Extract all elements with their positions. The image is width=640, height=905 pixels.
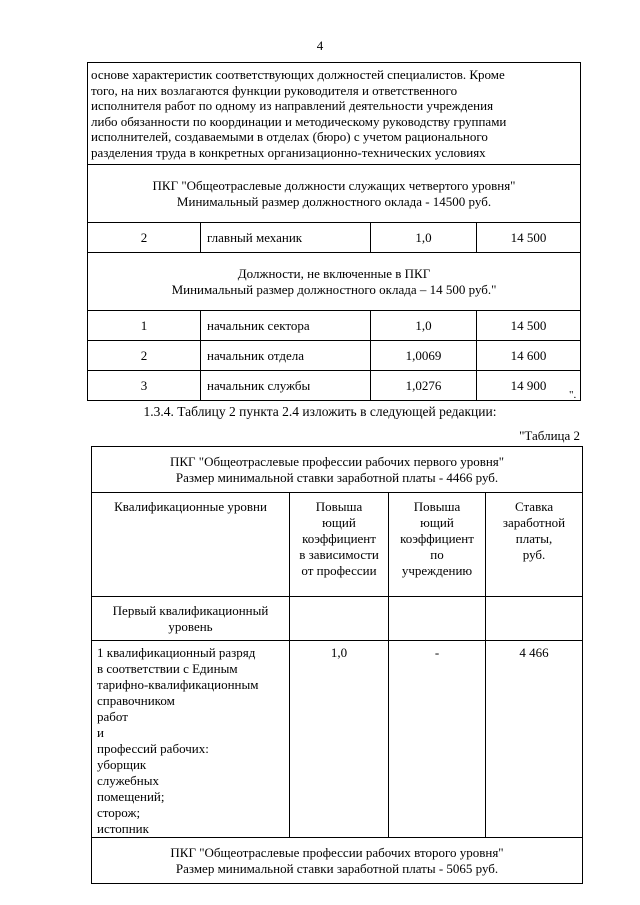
non-pkg-header: [88, 253, 581, 311]
coef-cell: 1,0: [371, 311, 477, 341]
job-line: 1 квалификационный разряд: [97, 645, 256, 660]
table-row: [92, 641, 583, 838]
header-line: Ставка: [514, 499, 554, 514]
job-word: работ: [97, 709, 128, 724]
salary-cell: 14 500: [477, 311, 581, 341]
pkg1-min-salary: Размер минимальной ставки заработной платы - 4466 руб.: [175, 469, 499, 485]
first-level-cell: [92, 597, 290, 641]
workers-table: [91, 446, 583, 884]
coef-cell: 1,0276: [371, 371, 477, 401]
coef-cell: 1,0: [371, 223, 477, 253]
header-line: по: [430, 547, 444, 562]
salary-cell: 14 500: [477, 223, 581, 253]
page-number: 4: [316, 38, 324, 53]
pkg1-title: ПКГ "Общеотраслевые профессии рабочих первого уровня": [169, 453, 505, 469]
table-row: [88, 223, 581, 253]
position-cell: начальник службы: [201, 371, 371, 401]
header-line: учреждению: [401, 563, 473, 578]
position-cell: главный механик: [201, 223, 371, 253]
header-line: от профессии: [301, 563, 377, 578]
description-line: исполнителя работ по одному из направлений деятельности учреждения: [91, 98, 494, 113]
description-line: того, на них возлагаются функции руководителя и ответственного: [91, 82, 458, 98]
job-line: [97, 757, 285, 789]
non-pkg-title: Должности, не включенные в ПКГ: [237, 265, 431, 281]
level-line: уровень: [168, 618, 213, 634]
column-headers: [92, 493, 583, 597]
level-cell: 1: [88, 311, 201, 341]
pkg2-min-salary: Размер минимальной ставки заработной платы - 5065 руб.: [175, 860, 499, 876]
table-row: [88, 311, 581, 341]
header-line: ющий: [420, 515, 454, 530]
description-line: исполнителей, создаваемыми в отделах (бюро) с учетом рационального: [91, 129, 488, 144]
salary-cell: 14 600: [477, 341, 581, 371]
job-line: помещений;: [97, 789, 165, 804]
description-line: либо обязанности по координации и методическому руководству группами: [91, 113, 507, 129]
header-line: Повыша: [413, 499, 461, 514]
header-line: коэффициент: [400, 531, 474, 546]
level-cell: 3: [88, 371, 201, 401]
empty-cell: [290, 597, 389, 641]
instruction-text: 1.3.4. Таблицу 2 пункта 2.4 изложить в следующей редакции:: [143, 404, 497, 419]
pkg2-header: [92, 838, 583, 884]
header-line: платы,: [515, 531, 553, 546]
description-line: основе характеристик соответствующих должностей специалистов. Кроме: [91, 67, 505, 82]
salary-cell: 4 466: [486, 641, 583, 838]
description-line: разделения труда в конкретных организационно-технических условиях: [91, 144, 486, 160]
pkg4-min-salary: Минимальный размер должностного оклада - 14500 руб.: [176, 193, 492, 209]
header-line: коэффициент: [302, 531, 376, 546]
header-line: в зависимости: [299, 547, 379, 562]
header-line: заработной: [502, 515, 566, 530]
table-row: [88, 341, 581, 371]
header-institution-coef: [389, 493, 486, 597]
level-cell: 2: [88, 223, 201, 253]
positions-table: [87, 62, 581, 401]
position-cell: начальник отдела: [201, 341, 371, 371]
job-description-cell: [92, 641, 290, 838]
pkg4-header: [88, 165, 581, 223]
pkg4-title: ПКГ "Общеотраслевые должности служащих четвертого уровня": [152, 177, 516, 193]
job-line: тарифно-квалификационным: [97, 677, 259, 692]
job-word: служебных: [97, 773, 159, 788]
header-line: руб.: [522, 547, 546, 562]
empty-cell: [389, 597, 486, 641]
closing-quote: ".: [569, 389, 577, 401]
position-cell: начальник сектора: [201, 311, 371, 341]
institution-coef-cell: -: [389, 641, 486, 838]
level-row: [92, 597, 583, 641]
qualification-description: [88, 63, 581, 165]
coef-cell: 1,0069: [371, 341, 477, 371]
job-line: в соответствии с Единым: [97, 661, 238, 676]
header-line: Повыша: [315, 499, 363, 514]
job-word: справочником: [97, 693, 175, 708]
header-qualification-levels: Квалификационные уровни: [92, 493, 290, 597]
header-salary-rate: [486, 493, 583, 597]
table-caption: "Таблица 2: [519, 428, 580, 443]
job-line: сторож;: [97, 805, 141, 820]
job-line: [97, 693, 285, 741]
job-word: и: [97, 725, 104, 740]
header-line: ющий: [322, 515, 356, 530]
job-line: истопник: [97, 821, 149, 836]
profession-coef-cell: 1,0: [290, 641, 389, 838]
table-row: [88, 371, 581, 401]
pkg1-header: [92, 447, 583, 493]
non-pkg-min-salary: Минимальный размер должностного оклада – 14 500 руб.": [171, 281, 497, 297]
job-line: профессий рабочих:: [97, 741, 209, 756]
header-profession-coef: [290, 493, 389, 597]
level-cell: 2: [88, 341, 201, 371]
salary-cell: 14 900: [477, 371, 581, 401]
level-line: Первый квалификационный: [112, 602, 269, 618]
empty-cell: [486, 597, 583, 641]
pkg2-title: ПКГ "Общеотраслевые профессии рабочих второго уровня": [170, 844, 504, 860]
job-word: уборщик: [97, 757, 147, 772]
